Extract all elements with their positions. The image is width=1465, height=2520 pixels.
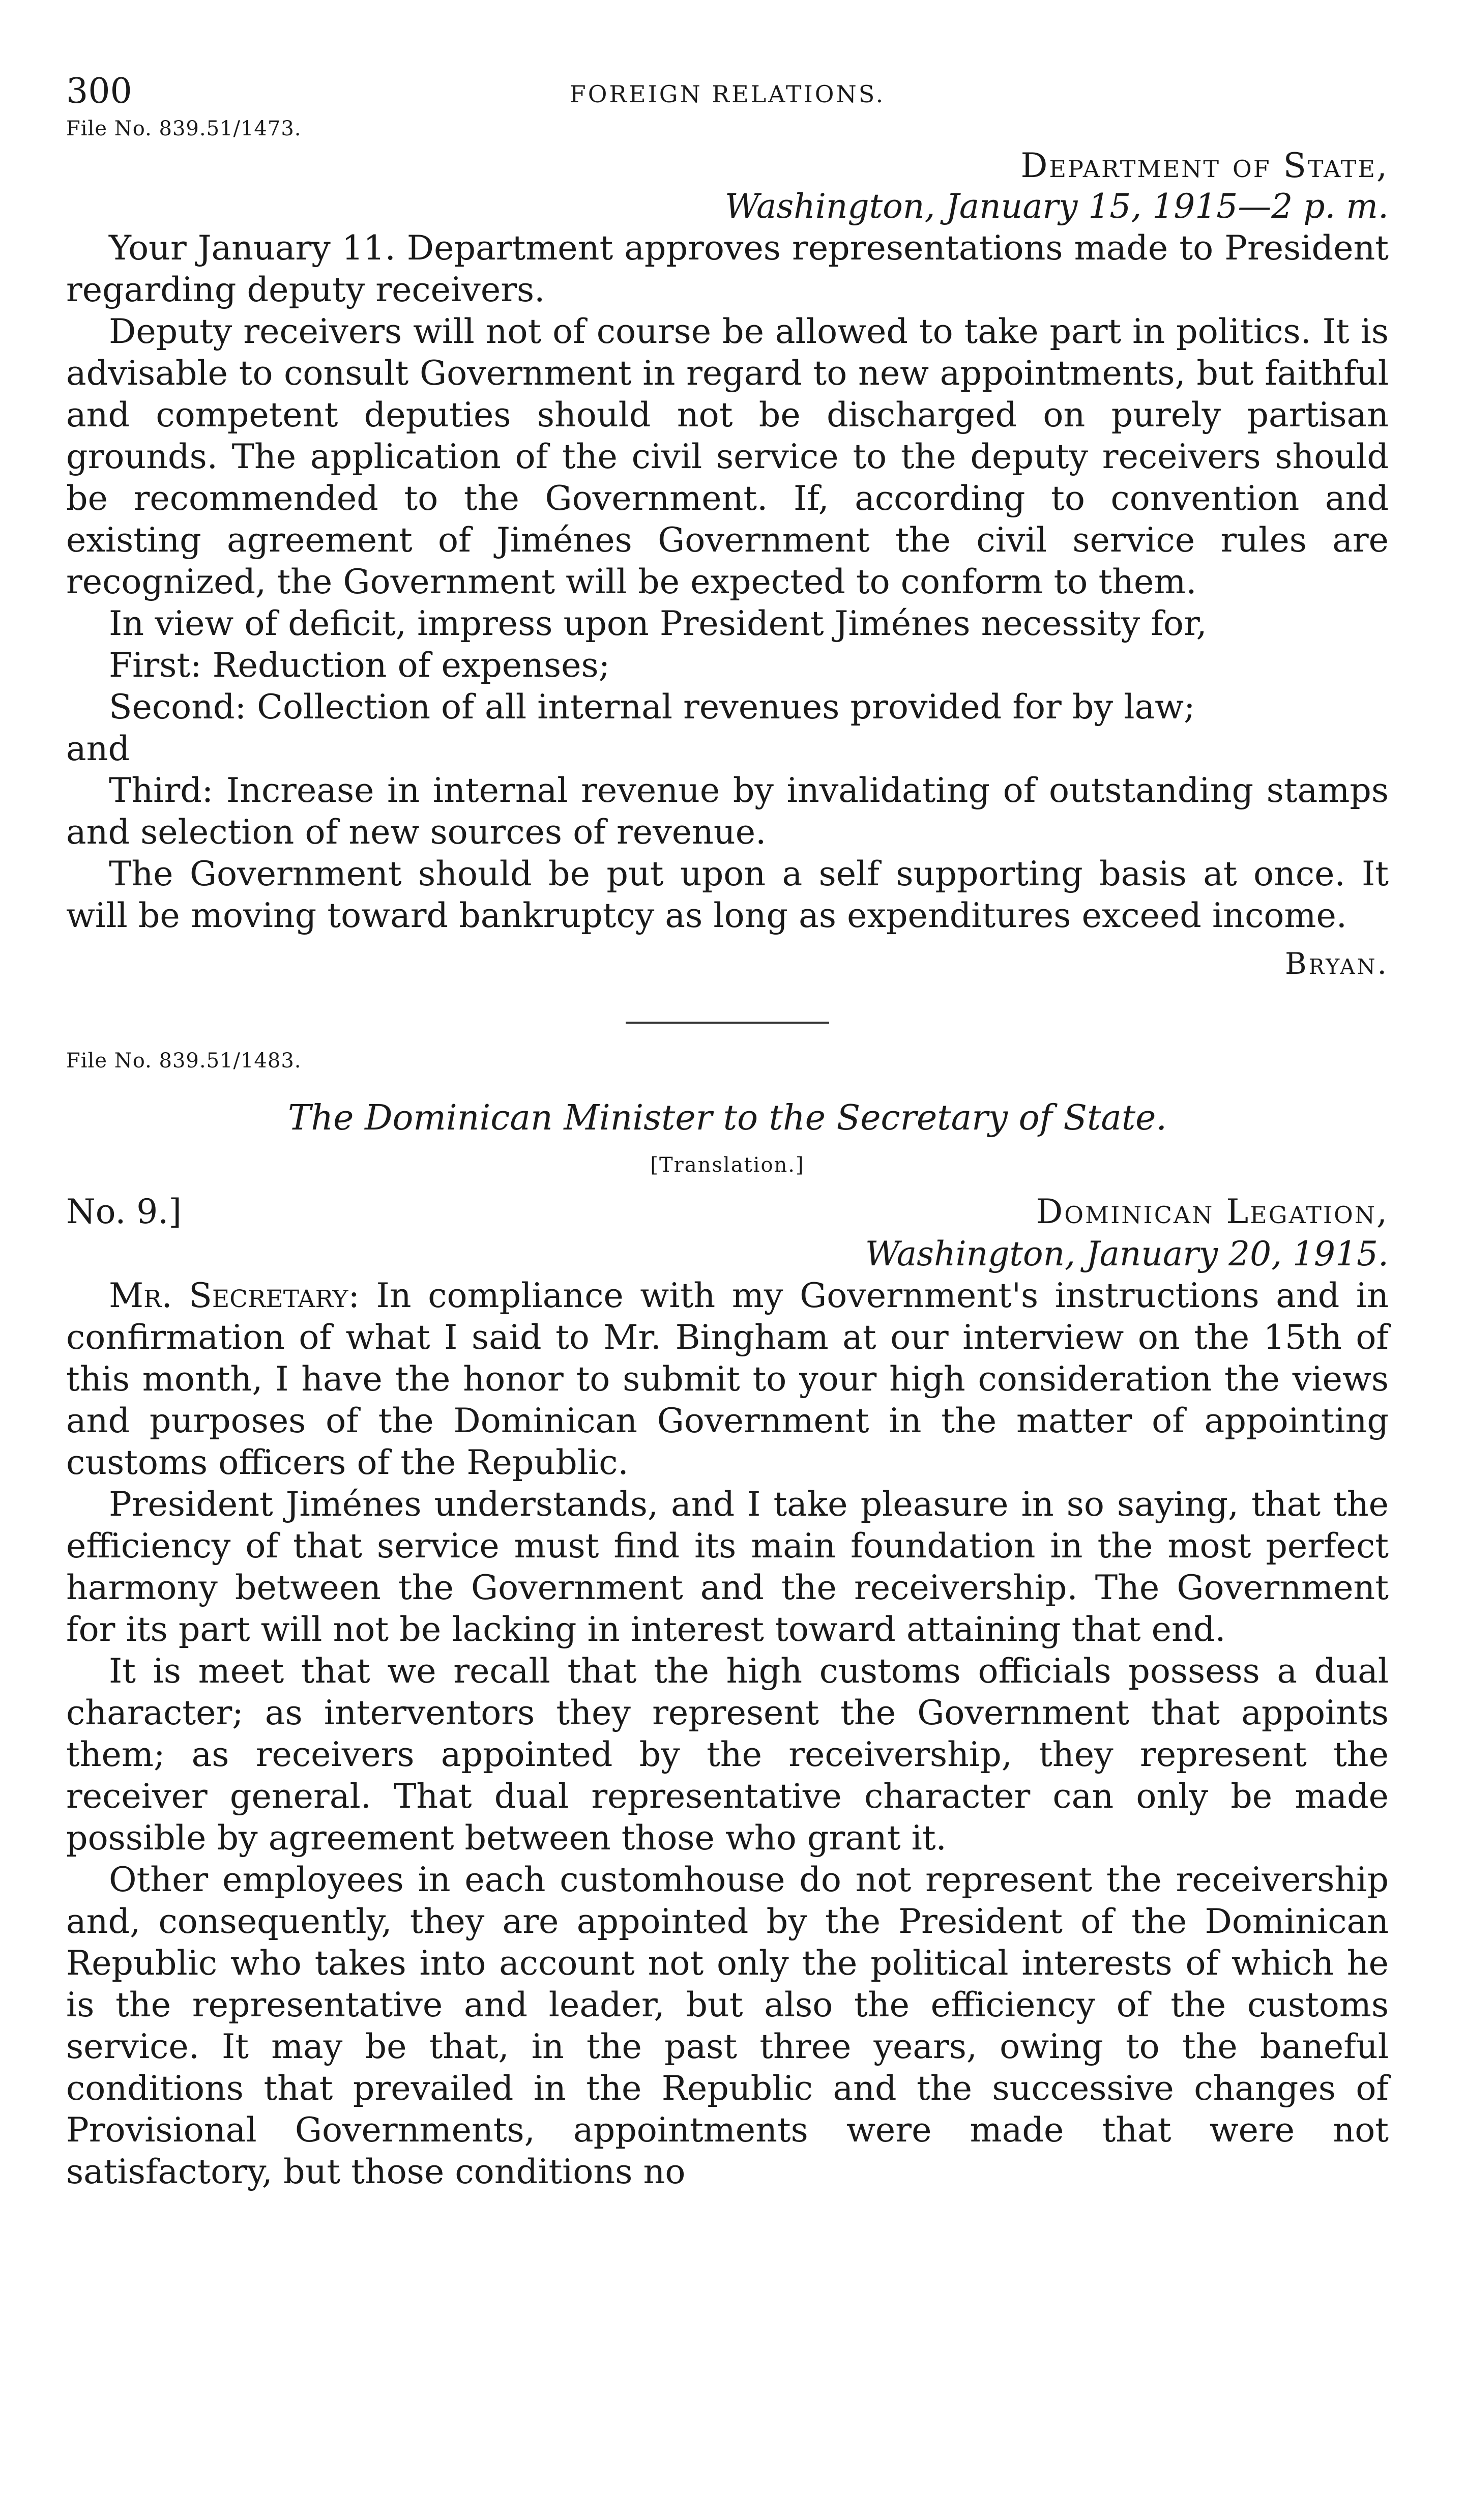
- signature: Bryan.: [1284, 946, 1389, 981]
- file-number: File No. 839.51/1483.: [66, 1049, 302, 1073]
- paragraph-text: In compliance with my Government's instructions and in confirmation of what I said to Mr. Bingham at our interview on the 15th of this month, I have the honor to submit to your high consideration the views and purposes of the Dominican Government in the matter of appointing customs officers of the Republic.: [66, 1276, 1389, 1482]
- letter-heading: [66, 1192, 1389, 1234]
- paragraph: The Government should be put upon a self supporting basis at once. It will be moving toward bankruptcy as long as expenditures exceed income.: [66, 854, 1389, 935]
- conjunction-line: and: [66, 729, 130, 768]
- page-number: 300: [66, 71, 132, 111]
- salutation: Mr. Secretary:: [109, 1276, 360, 1315]
- document-page: [66, 61, 1389, 2192]
- sender-office: Department of State,: [1020, 146, 1389, 185]
- paragraph: It is meet that we recall that the high customs officials possess a dual character; as interventors they represent the Government that appoints them; as receivers appointed by the receivership, they represent the receiver general. That dual representative character can only be made possible by agreement between those who grant it.: [66, 1651, 1389, 1858]
- letter-number: No. 9.]: [66, 1192, 182, 1231]
- file-number: File No. 839.51/1473.: [66, 117, 302, 140]
- page-header: [66, 61, 1389, 117]
- paragraph: [66, 1275, 1389, 1483]
- paragraph: Your January 11. Department approves representations made to President regarding deputy receivers.: [66, 228, 1389, 309]
- paragraph: In view of deficit, impress upon President Jiménes necessity for,: [109, 603, 1207, 643]
- running-head: FOREIGN RELATIONS.: [569, 80, 886, 108]
- document-title: The Dominican Minister to the Secretary of State.: [287, 1098, 1167, 1138]
- paragraph: President Jiménes understands, and I take pleasure in so saying, that the efficiency of that service must find its main foundation in the most perfect harmony between the Government and the receivership. The Government for its part will not be lacking in interest toward attaining that end.: [66, 1484, 1389, 1649]
- place-date: Washington, January 20, 1915.: [865, 1234, 1389, 1273]
- section-divider: [626, 1022, 829, 1024]
- list-item: First: Reduction of expenses;: [109, 645, 610, 685]
- list-item: Third: Increase in internal revenue by invalidating of outstanding stamps and selection of new sources of revenue.: [66, 770, 1389, 852]
- translation-note: [Translation.]: [650, 1153, 805, 1177]
- sender-office: Dominican Legation,: [1036, 1192, 1389, 1231]
- paragraph: Deputy receivers will not of course be allowed to take part in politics. It is advisable to consult Government in regard to new appointments, but faithful and competent deputies should not be discharged on purely partisan grounds. The application of the civil service to the deputy receivers should be recommended to the Government. If, according to convention and existing agreement of Jiménes Government the civil service rules are recognized, the Government will be expected to conform to them.: [66, 311, 1389, 601]
- list-item: Second: Collection of all internal revenues provided for by law;: [109, 687, 1195, 727]
- place-date: Washington, January 15, 1915—2 p. m.: [724, 187, 1389, 226]
- paragraph: Other employees in each customhouse do not represent the receivership and, consequently, they are appointed by the President of the Dominican Republic who takes into account not only the political interests of which he is the representative and leader, but also the efficiency of the customs service. It may be that, in the past three years, owing to the baneful conditions that prevailed in the Republic and the successive changes of Provisional Governments, appointments were made that were not satisfactory, but those conditions no: [66, 1860, 1389, 2191]
